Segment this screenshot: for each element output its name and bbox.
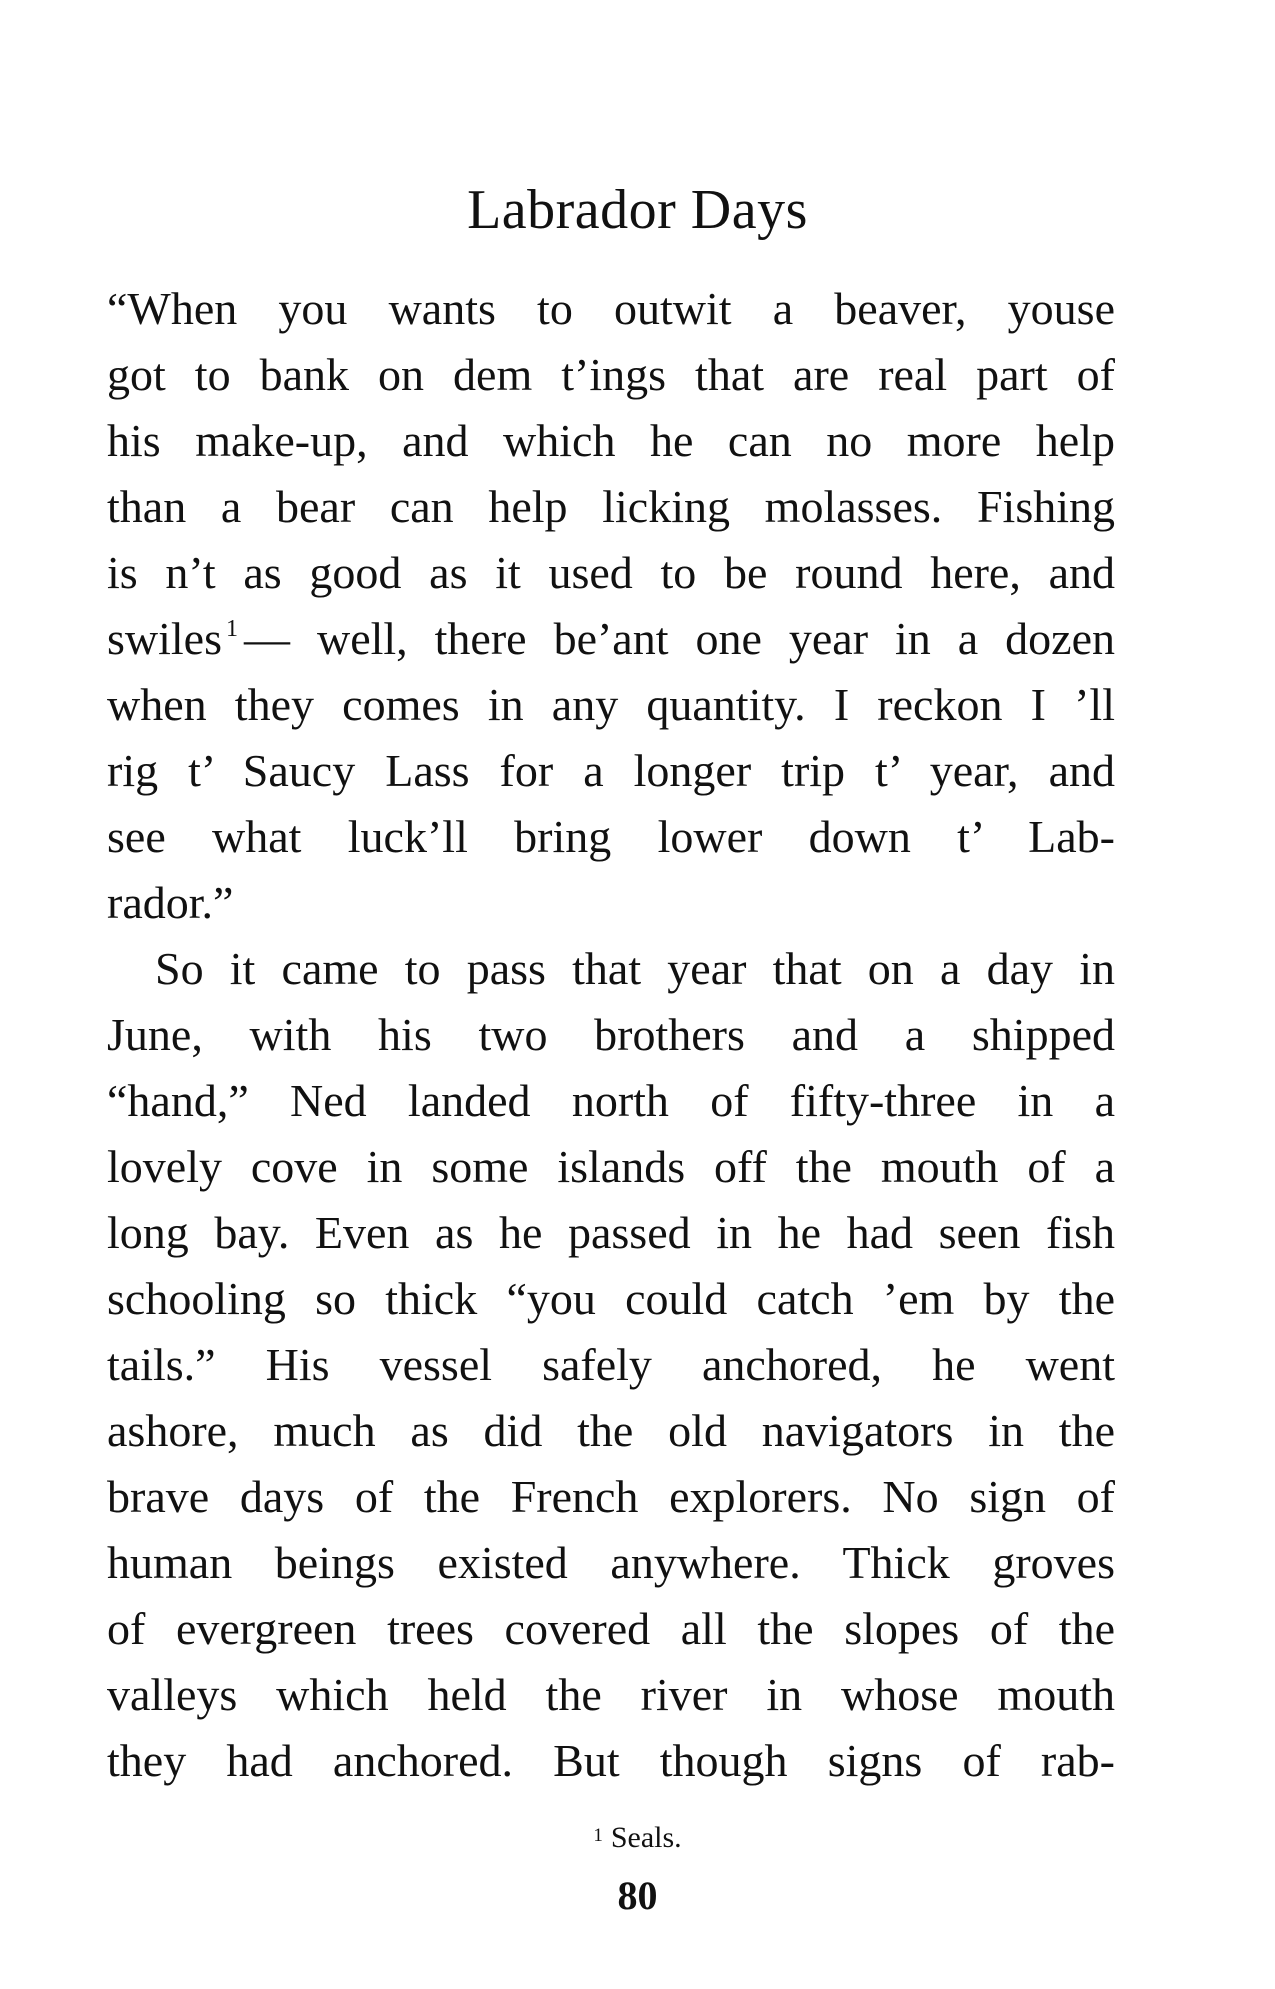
text-line-with-footnote-ref — [107, 606, 1115, 672]
text-line: tails.” His vessel safely anchored, he went — [107, 1339, 1115, 1390]
text-line: “When you wants to outwit a beaver, youse — [107, 283, 1115, 334]
running-head: Labrador Days — [467, 179, 808, 241]
text-line: valleys which held the river in whose mouth — [107, 1669, 1115, 1720]
text-line: brave days of the French explorers. No sign of — [107, 1471, 1115, 1522]
text-line: rador.” — [107, 877, 234, 928]
text-line: of evergreen trees covered all the slopes of the — [107, 1603, 1115, 1654]
text-segment: swiles — [107, 613, 222, 664]
text-segment: — well, there be’ant one year in a dozen — [244, 613, 1115, 664]
text-line: his make-up, and which he can no more help — [107, 415, 1115, 466]
footnote-marker: 1 — [593, 1825, 603, 1846]
text-line: is n’t as good as it used to be round here, and — [107, 547, 1115, 598]
footnote — [0, 1818, 1275, 1862]
text-line: lovely cove in some islands off the mouth of a — [107, 1141, 1115, 1192]
text-line: they had anchored. But though signs of rab- — [107, 1735, 1115, 1786]
body-text — [107, 276, 1115, 1794]
text-line: ashore, much as did the old navigators in the — [107, 1405, 1115, 1456]
text-line: human beings existed anywhere. Thick groves — [107, 1537, 1115, 1588]
text-line: see what luck’ll bring lower down t’ Lab- — [107, 811, 1115, 862]
text-line: when they comes in any quantity. I reckon I ’ll — [107, 679, 1115, 730]
footnote-text: Seals. — [610, 1821, 682, 1854]
text-line: “hand,” Ned landed north of fifty-three in a — [107, 1075, 1115, 1126]
page-number: 80 — [617, 1873, 658, 1918]
text-line: June, with his two brothers and a shipped — [107, 1009, 1115, 1060]
paragraph-first-line: So it came to pass that year that on a day in — [155, 943, 1115, 994]
text-line: long bay. Even as he passed in he had seen fish — [107, 1207, 1115, 1258]
text-line: schooling so thick “you could catch ’em by the — [107, 1273, 1115, 1324]
text-line: got to bank on dem t’ings that are real part of — [107, 349, 1115, 400]
footnote-reference-mark: 1 — [226, 616, 238, 642]
text-line: than a bear can help licking molasses. Fishing — [107, 481, 1115, 532]
text-line: rig t’ Saucy Lass for a longer trip t’ year, and — [107, 745, 1115, 796]
